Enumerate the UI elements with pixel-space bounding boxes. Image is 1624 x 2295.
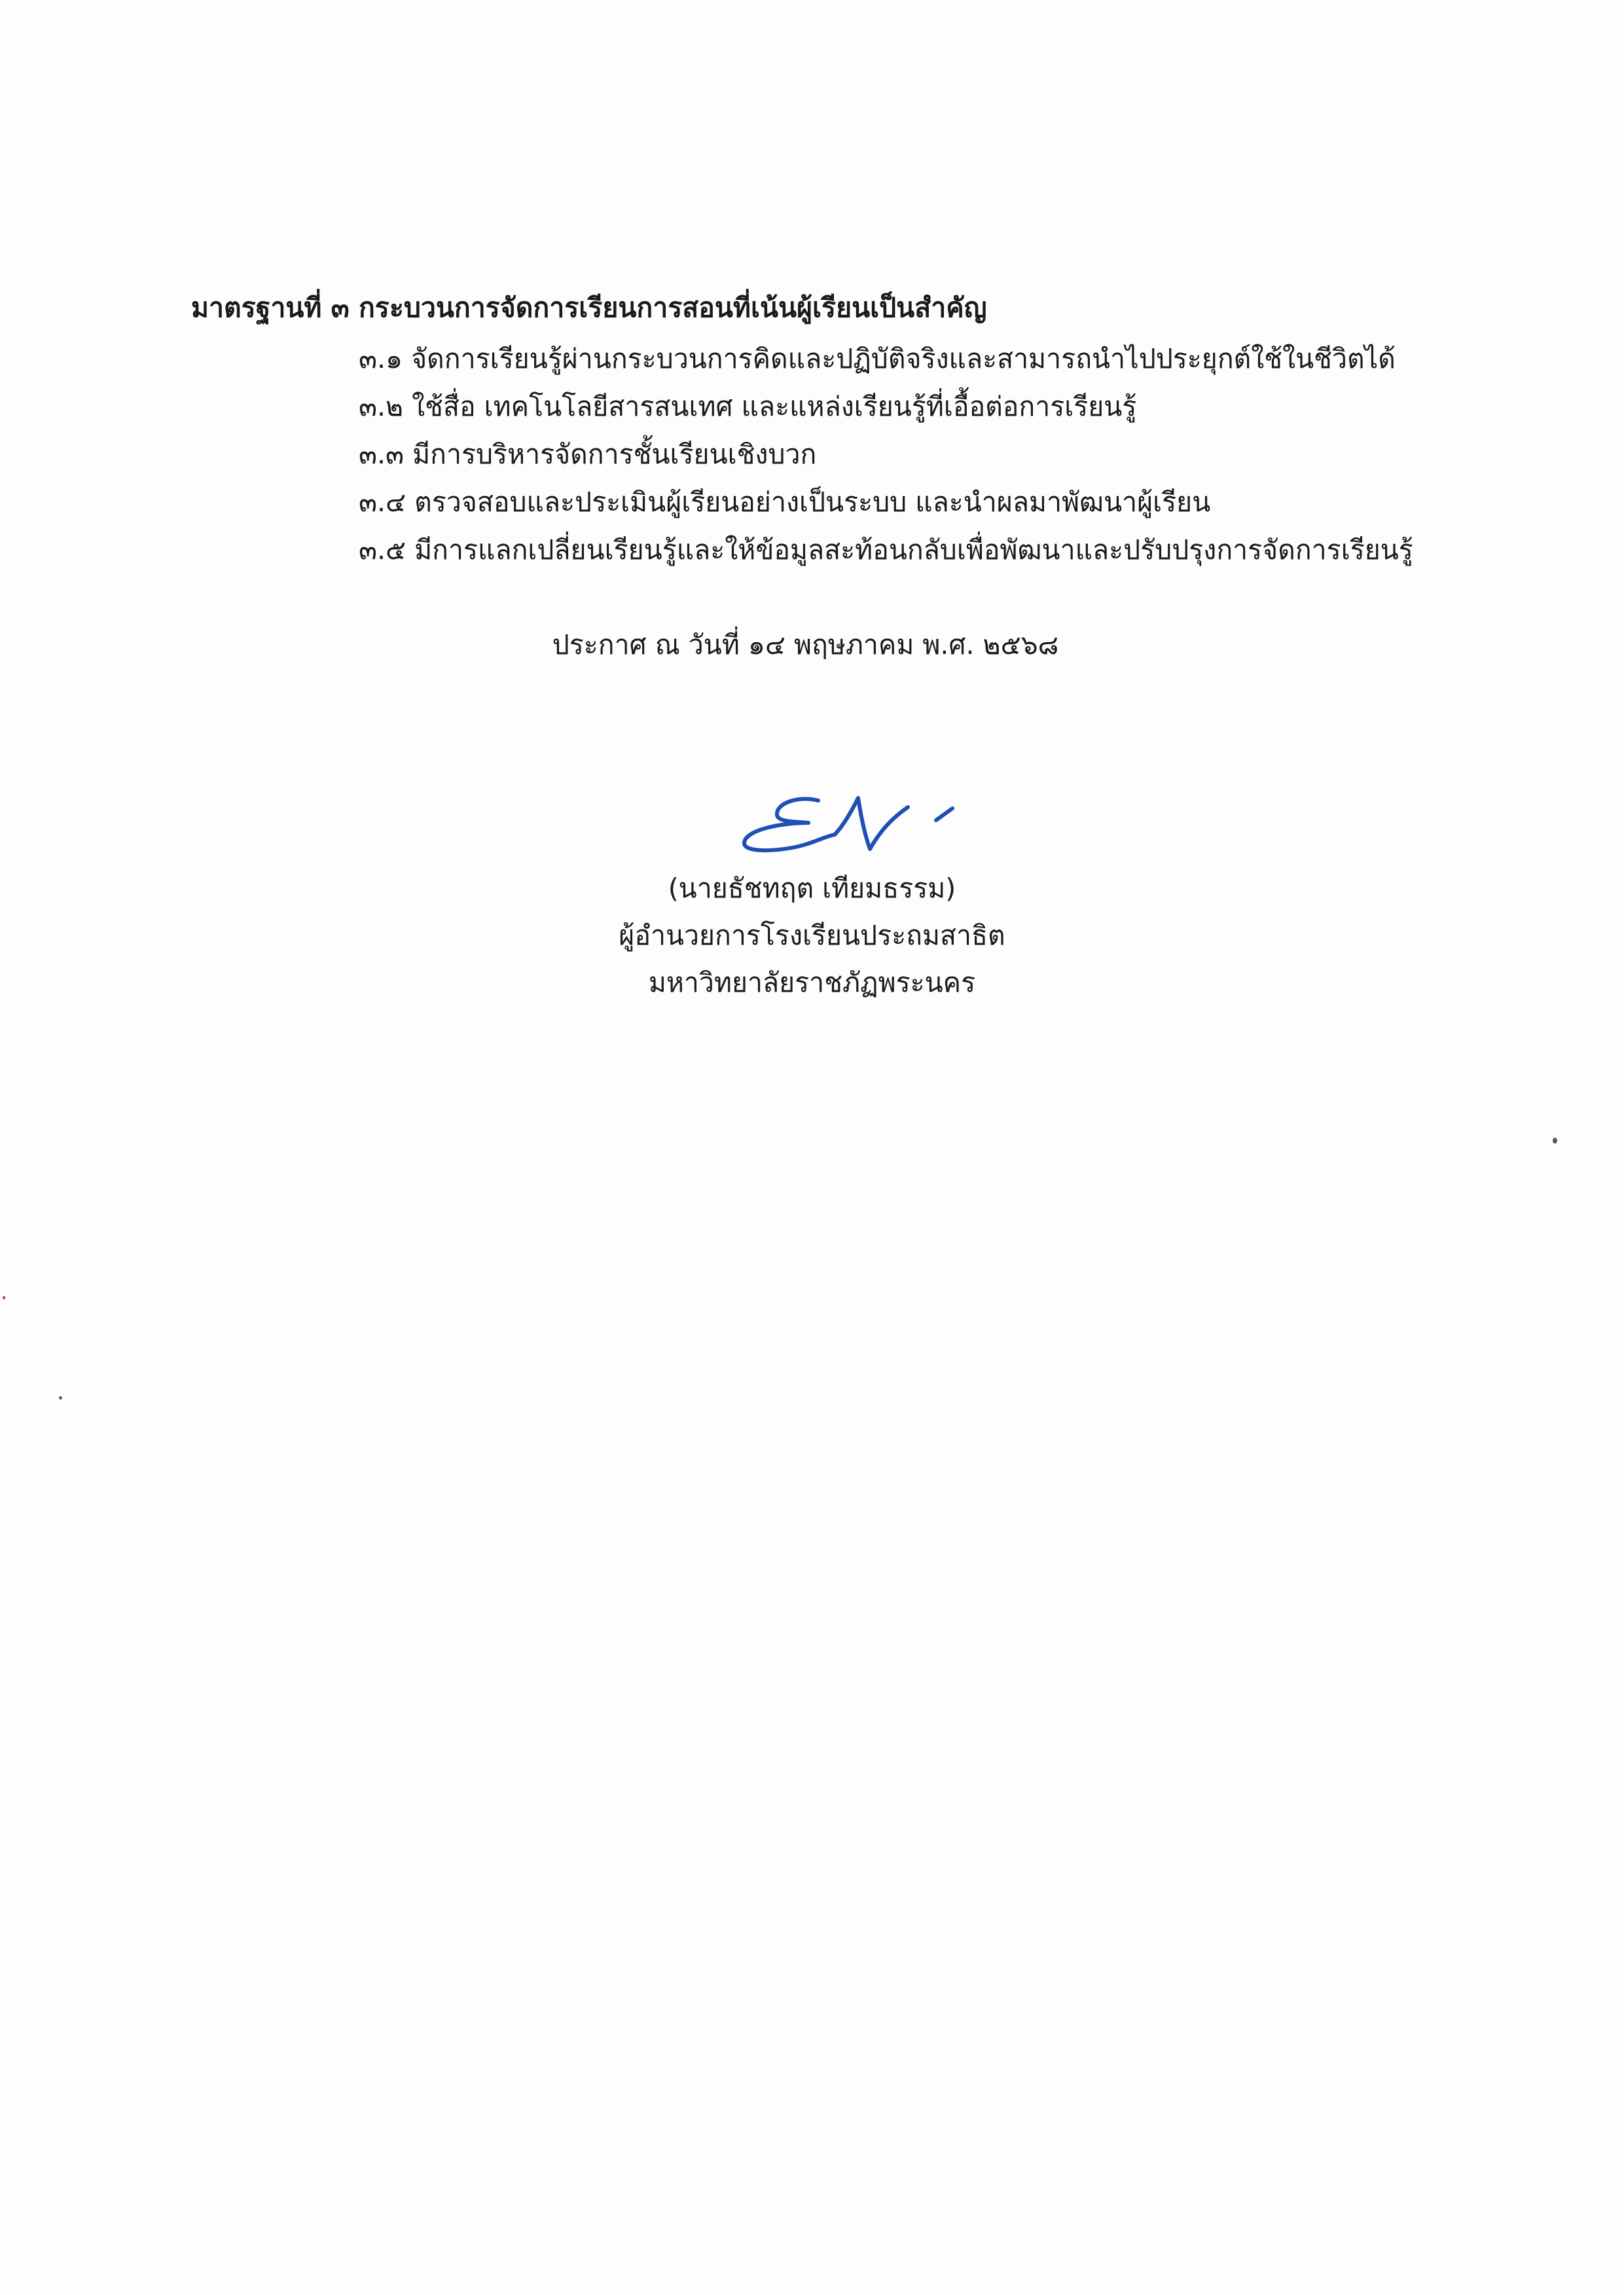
standard-heading: มาตรฐานที่ ๓ กระบวนการจัดการเรียนการสอนที่เน้นผู้เรียนเป็นสำคัญ xyxy=(191,292,987,323)
announcement-date xyxy=(0,625,1624,664)
handwritten-signature xyxy=(736,789,959,861)
signer-organization: มหาวิทยาลัยราชภัฏพระนคร xyxy=(648,967,976,998)
standard-item: ๓.๒ ใช้สื่อ เทคโนโลยีสารสนเทศ และแหล่งเรียนรู้ที่เอื้อต่อการเรียนรู้ xyxy=(359,391,1137,422)
signer-name: (นายธัชทฤต เทียมธรรม) xyxy=(668,873,956,904)
scan-speck xyxy=(59,1396,62,1400)
standard-item: ๓.๓ มีการบริหารจัดการชั้นเรียนเชิงบวก xyxy=(359,439,817,470)
standard-item: ๓.๕ มีการแลกเปลี่ยนเรียนรู้และให้ข้อมูลสะท้อนกลับเพื่อพัฒนาและปรับปรุงการจัดการเรียนรู้ xyxy=(359,534,1413,566)
standard-items-list xyxy=(359,335,1413,574)
scan-speck xyxy=(1553,1138,1557,1144)
standard-item: ๓.๔ ตรวจสอบและประเมินผู้เรียนอย่างเป็นระบบ และนำผลมาพัฒนาผู้เรียน xyxy=(359,486,1211,518)
standard-item: ๓.๑ จัดการเรียนรู้ผ่านกระบวนการคิดและปฏิบัติจริงและสามารถนำไปประยุกต์ใช้ในชีวิตได้ xyxy=(359,343,1396,374)
announcement-text: ประกาศ ณ วันที่ ๑๔ พฤษภาคม พ.ศ. ๒๕๖๘ xyxy=(552,629,1059,660)
signer-position: ผู้อำนวยการโรงเรียนประถมสาธิต xyxy=(619,920,1005,951)
scan-speck xyxy=(3,1296,5,1299)
